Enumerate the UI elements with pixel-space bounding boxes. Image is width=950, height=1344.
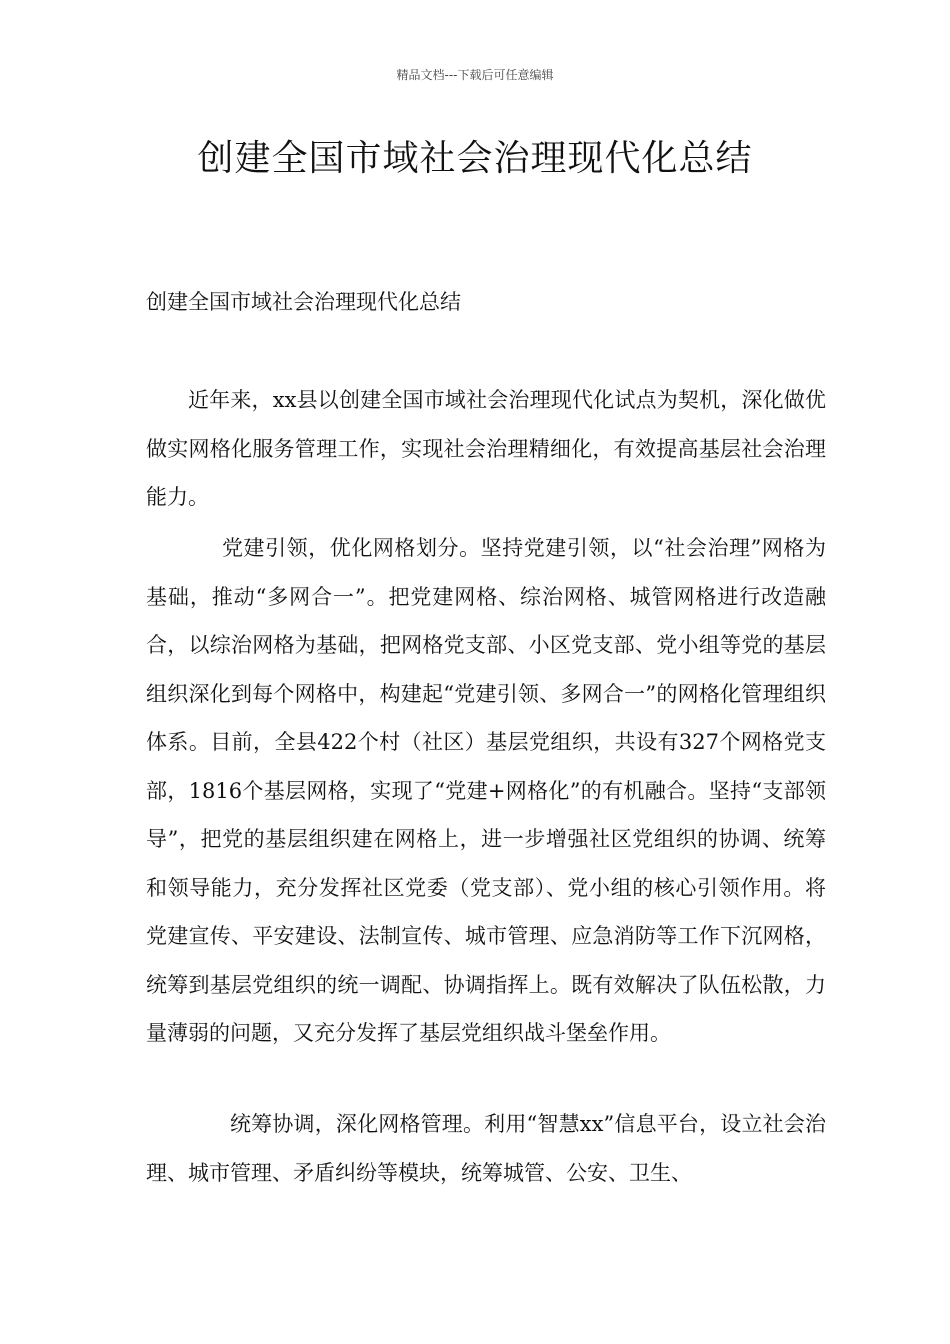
document-title: 创建全国市域社会治理现代化总结 <box>197 138 753 179</box>
paragraph-coordination: 统筹协调，深化网格管理。利用“智慧xx”信息平台，设立社会治理、城市管理、矛盾纠纷等模块，统筹城管、公安、卫生、 <box>146 1112 826 1185</box>
header-note: 精品文档---下载后可任意编辑 <box>396 68 554 82</box>
paragraph-party-building: 党建引领，优化网格划分。坚持党建引领，以“社会治理”网格为基础，推动“多网合一”。把党建网格、综治网格、城管网格进行改造融合，以综治网格为基础，把网格党支部、小区党支部、党小组等党的基层组织深化到每个网格中，构建起“党建引领、多网合一”的网格化管理组织体系。目前，全县422个村（社区）基层党组织，共设有327个网格党支部，1816个基层网格，实现了“党建+网格化”的有机融合。坚持“支部领导”，把党的基层组织建在网格上，进一步增强社区党组织的协调、统筹和领导能力，充分发挥社区党委（党支部）、党小组的核心引领作用。将党建宣传、平安建设、法制宣传、城市管理、应急消防等工作下沉网格，统筹到基层党组织的统一调配、协调指挥上。既有效解决了队伍松散，力量薄弱的问题，又充分发挥了基层党组织战斗堡垒作用。 <box>146 536 826 1045</box>
document-subtitle: 创建全国市域社会治理现代化总结 <box>146 290 461 314</box>
paragraph-intro: 近年来，xx县以创建全国市域社会治理现代化试点为契机，深化做优做实网格化服务管理工作，实现社会治理精细化，有效提高基层社会治理能力。 <box>146 388 826 509</box>
